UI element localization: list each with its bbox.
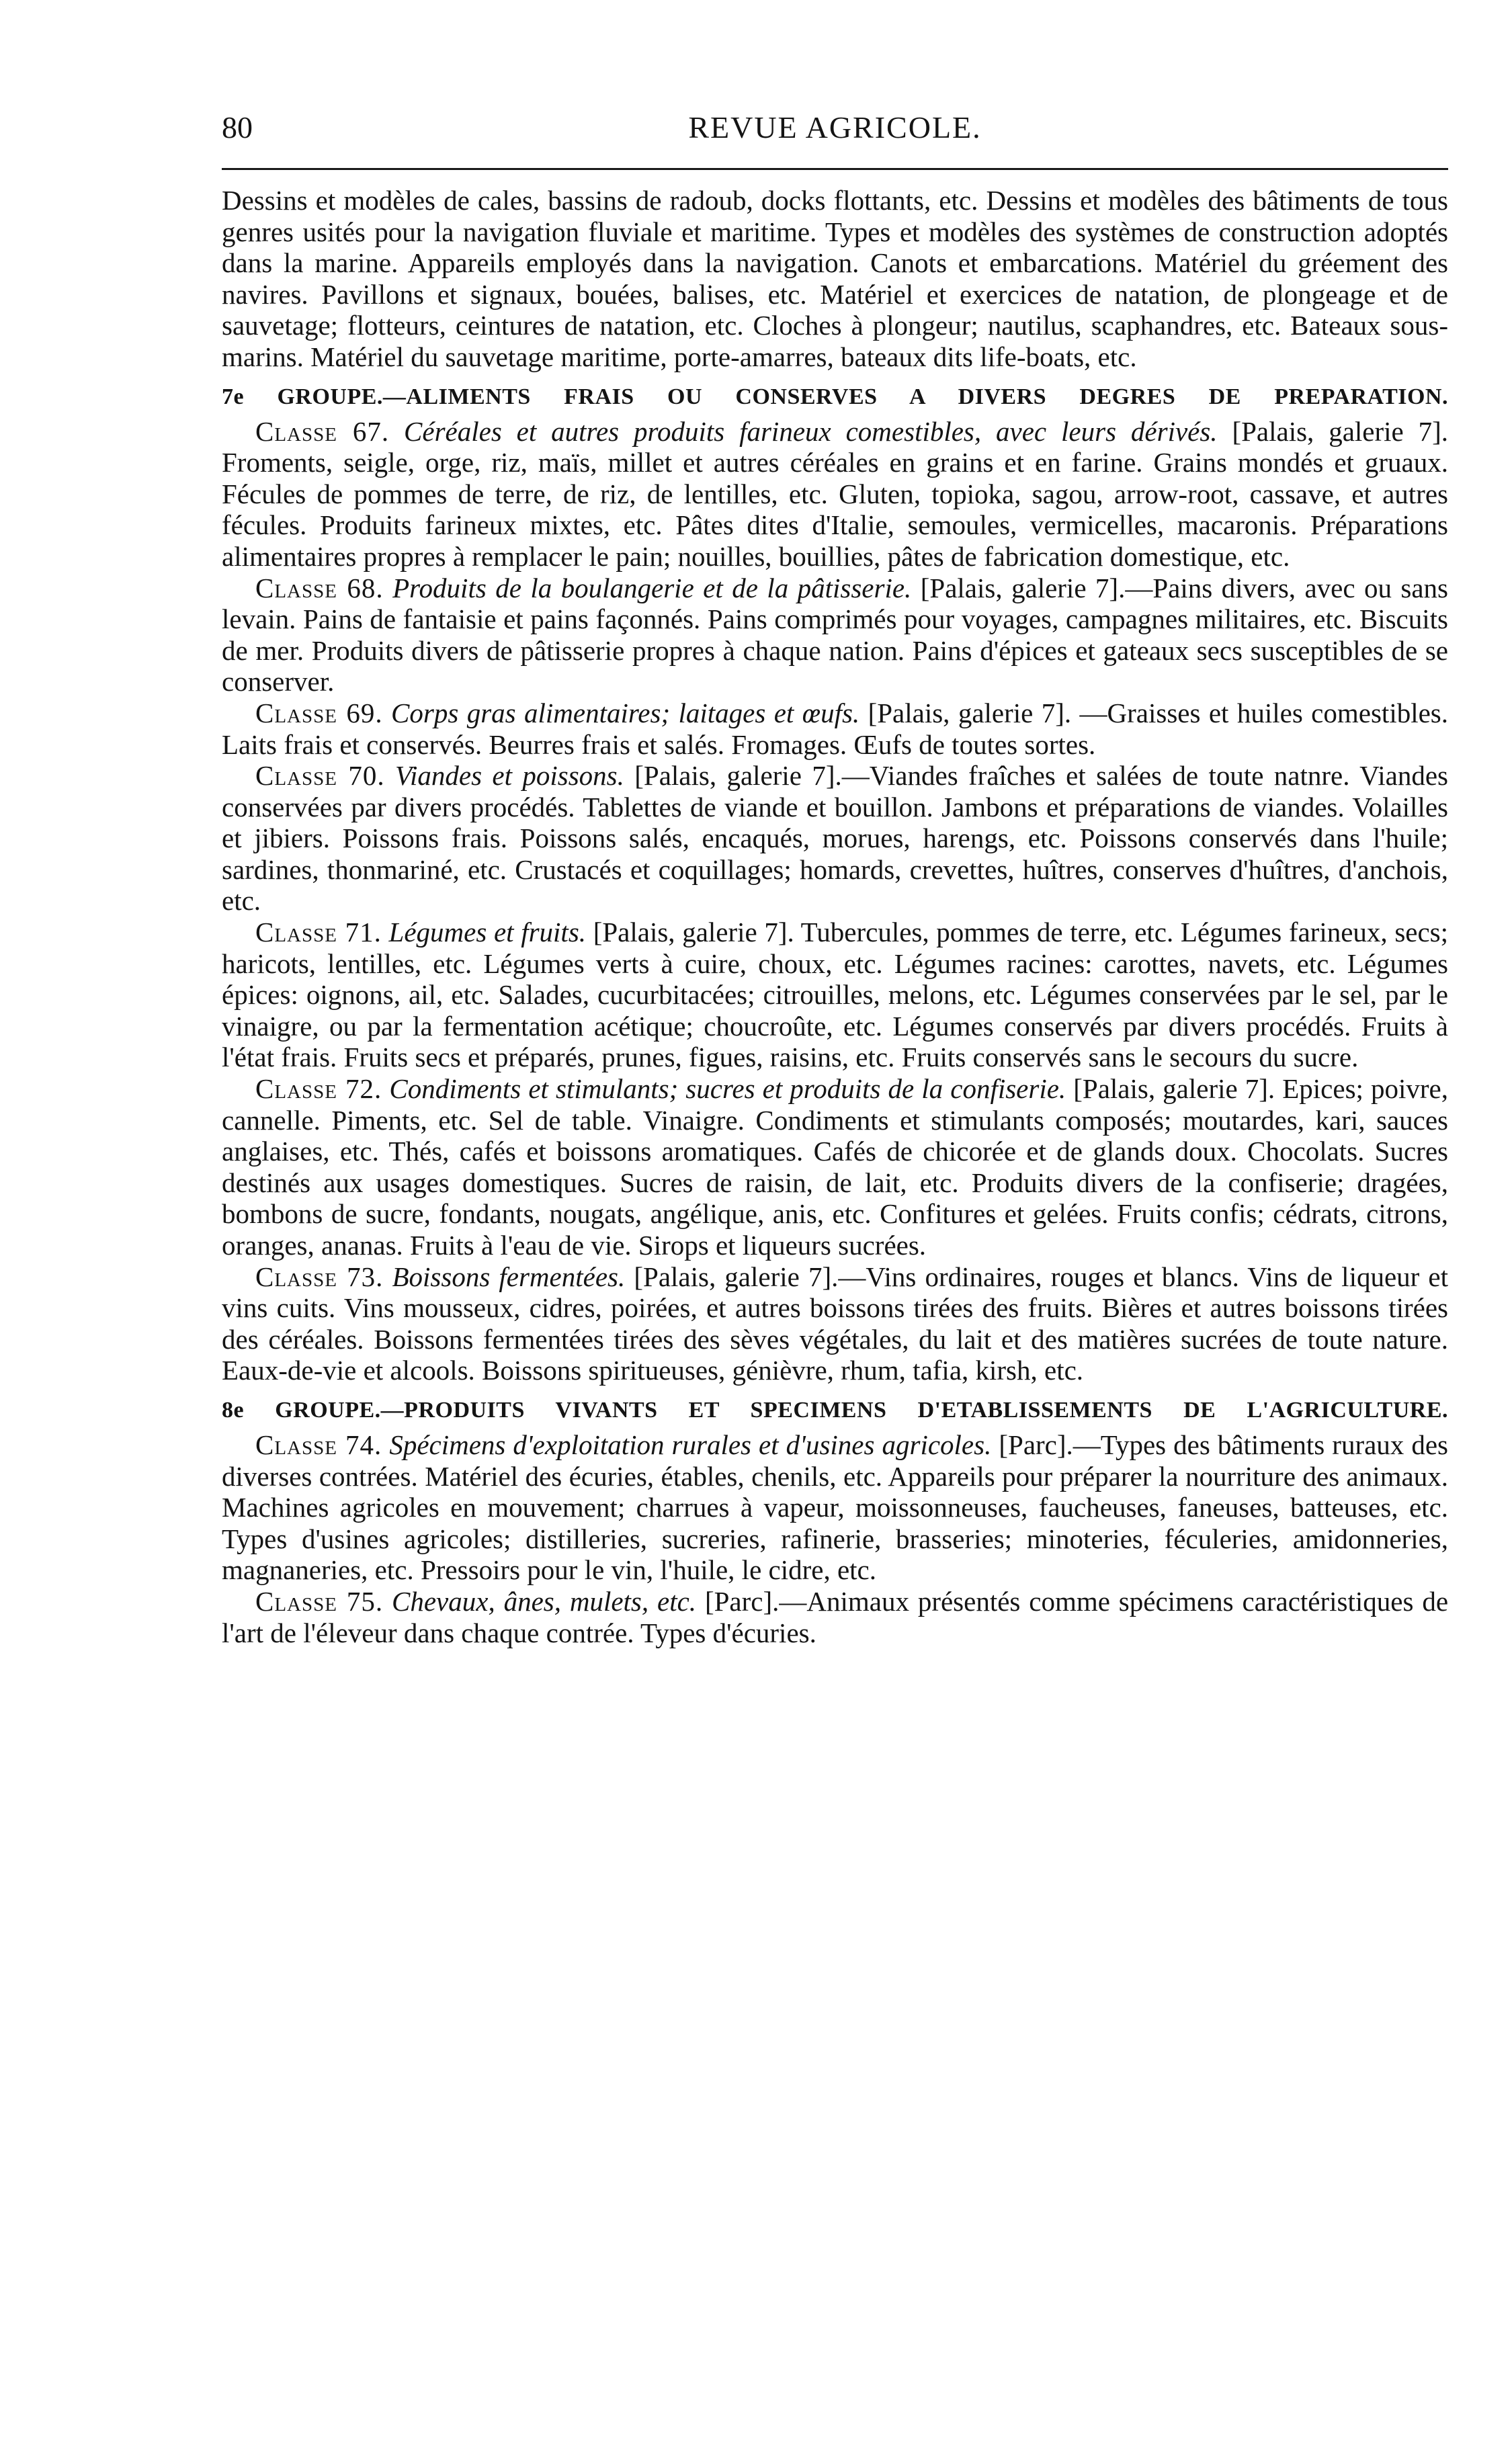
classe-71 (222, 917, 1448, 1073)
group-8 (222, 1392, 1448, 1648)
classe-text: [Palais, galerie 7]. Epices; poivre, cannelle. Piments, etc. Sel de table. Vinaigre. Condiments et stimulants composés; moutardes, kari, sauces anglaises, etc. Thés, cafés et boissons aromatiques. Cafés de chicorée et de glands doux. Chocolats. Sucres destinés aux usages domestiques. Sucres de raisin, de lait, etc. Produits divers de la confiserie; dragées, bombons de sucre, fondants, nougats, angélique, anis, etc. Confitures et gelées. Fruits confis; cédrats, citrons, oranges, ananas. Fruits à l'eau de vie. Sirops et liqueurs sucrées. (222, 1073, 1448, 1261)
classe-label: Classe 72. (255, 1073, 382, 1105)
classe-title: Légumes et fruits. (388, 917, 587, 948)
classe-text: [Palais, galerie 7]. Froments, seigle, orge, riz, maïs, millet et autres céréales en grains et en farine. Grains mondés et gruaux. Fécules de pommes de terre, de riz, de lentilles, etc. Gluten, topioka, sagou, arrow-root, cassave, et autres fécules. Produits farineux mixtes, etc. Pâtes dites d'Italie, semoules, vermicelles, macaronis. Préparations alimentaires propres à remplacer le pain; nouilles, bouillies, pâtes de fabrication domestique, etc. (222, 415, 1449, 572)
classe-74 (222, 1429, 1448, 1586)
classe-text: [Palais, galerie 7]. —Graisses et huiles comestibles. Laits frais et conservés. Beurres frais et salés. Fromages. Œufs de toutes sortes. (222, 697, 1449, 760)
classe-title: Céréales et autres produits farineux comestibles, avec leurs dérivés. (404, 415, 1218, 447)
classe-text: [Parc].—Animaux présentés comme spécimens caractéristiques de l'art de l'éleveur dans chaque contrée. Types d'écuries. (222, 1585, 1449, 1648)
page-number: 80 (222, 110, 253, 144)
classe-text: [Palais, galerie 7]. Tubercules, pommes de terre, etc. Légumes farineux, secs; haricots, lentilles, etc. Légumes verts à cuire, choux, etc. Légumes racines: carottes, navets, etc. Légumes épices: oignons, ail, etc. Salades, cucurbitacées; citrouilles, melons, etc. Légumes conservées par le sel, par le vinaigre, ou par la fermentation acétique; choucroûte, etc. Légumes conservés par divers procédés. Fruits à l'état frais. Fruits secs et préparés, prunes, figues, raisins, etc. Fruits conservés sans le secours du sucre. (222, 917, 1449, 1073)
page (222, 101, 1448, 1648)
classe-title: Spécimens d'exploitation rurales et d'usines agricoles. (389, 1429, 992, 1460)
classe-title: Produits de la boulangerie et de la pâtisserie. (392, 572, 912, 603)
classe-label: Classe 68. (255, 572, 384, 603)
classe-73 (222, 1261, 1448, 1386)
header-rule (222, 168, 1448, 170)
classe-70 (222, 760, 1448, 917)
classe-title: Corps gras alimentaires; laitages et œufs. (391, 697, 860, 728)
classe-text: [Palais, galerie 7].—Vins ordinaires, rouges et blancs. Vins de liqueur et vins cuits. Vins mousseux, cidres, poirées, et autres boissons tirées des fruits. Bières et autres boissons tirées des céréales. Boissons fermentées tirées des sèves végétales, du lait et des matières sucrées de toute nature. Eaux-de-vie et alcools. Boissons spiritueuses, génièvre, rhum, tafia, kirsh, etc. (222, 1261, 1449, 1386)
classe-label: Classe 73. (255, 1261, 384, 1292)
classe-title: Viandes et poissons. (394, 760, 624, 792)
classe-69 (222, 698, 1448, 760)
intro-paragraph: Dessins et modèles de cales, bassins de radoub, docks flottants, etc. Dessins et modèles des bâtiments de tous genres usités pour la navigation fluviale et maritime. Types et modèles des systèmes de construction adoptés dans la marine. Appareils employés dans la navigation. Canots et embarcations. Matériel du gréement des navires. Pavillons et signaux, bouées, balises, etc. Matériel et exercices de natation, de plongeage et de sauvetage; flotteurs, ceintures de natation, etc. Cloches à plongeur; nautilus, scaphandres, etc. Bateaux sous-marins. Matériel du sauvetage maritime, porte-amarres, bateaux dits life-boats, etc. (222, 185, 1448, 372)
classe-67 (222, 416, 1448, 573)
classe-title: Boissons fermentées. (392, 1261, 626, 1292)
classe-label: Classe 74. (255, 1429, 382, 1460)
classe-72 (222, 1073, 1448, 1261)
classe-label: Classe 75. (255, 1585, 384, 1617)
classe-label: Classe 69. (255, 697, 383, 728)
classe-text: [Parc].—Types des bâtiments ruraux des diverses contrées. Matériel des écuries, étables, chenils, etc. Appareils pour préparer la nourriture des animaux. Machines agricoles en mouvement; charrues à vapeur, moissonneuses, faucheuses, faneuses, batteuses, etc. Types d'usines agricoles; distilleries, sucreries, rafinerie, brasseries; minoteries, féculeries, amidonneries, magnaneries, etc. Pressoirs pour le vin, l'huile, le cidre, etc. (222, 1429, 1448, 1586)
classe-title: Condiments et stimulants; sucres et produits de la confiserie. (389, 1073, 1066, 1105)
classe-title: Chevaux, ânes, mulets, etc. (392, 1585, 697, 1617)
group-heading: 7e GROUPE.—ALIMENTS FRAIS OU CONSERVES A DIVERS DEGRES DE PREPARATION. (222, 384, 1448, 409)
group-7 (222, 378, 1448, 1386)
classe-75 (222, 1586, 1448, 1648)
body-text (222, 185, 1448, 1648)
classe-text: [Palais, galerie 7].—Pains divers, avec ou sans levain. Pains de fantaisie et pains façonnés. Pains comprimés pour voyages, campagnes militaires, etc. Biscuits de mer. Produits divers de pâtisserie propres à chaque nation. Pains d'épices et gateaux secs susceptibles de se conserver. (222, 572, 1449, 698)
running-title: REVUE AGRICOLE. (688, 110, 982, 144)
classe-text: [Palais, galerie 7].—Viandes fraîches et salées de toute natnre. Viandes conservées par divers procédés. Tablettes de viande et bouillon. Jambons et préparations de viandes. Volailles et jibiers. Poissons frais. Poissons salés, encaqués, morues, harengs, etc. Poissons conservés dans l'huile; sardines, thonmariné, etc. Crustacés et coquillages; homards, crevettes, huîtres, conserves d'huîtres, d'anchois, etc. (222, 760, 1449, 917)
classe-label: Classe 71. (255, 917, 382, 948)
classe-label: Classe 70. (255, 760, 385, 792)
group-heading: 8e GROUPE.—PRODUITS VIVANTS ET SPECIMENS D'ETABLISSEMENTS DE L'AGRICULTURE. (222, 1397, 1448, 1423)
classe-label: Classe 67. (255, 415, 390, 447)
running-head (222, 101, 1448, 155)
classe-68 (222, 573, 1448, 698)
